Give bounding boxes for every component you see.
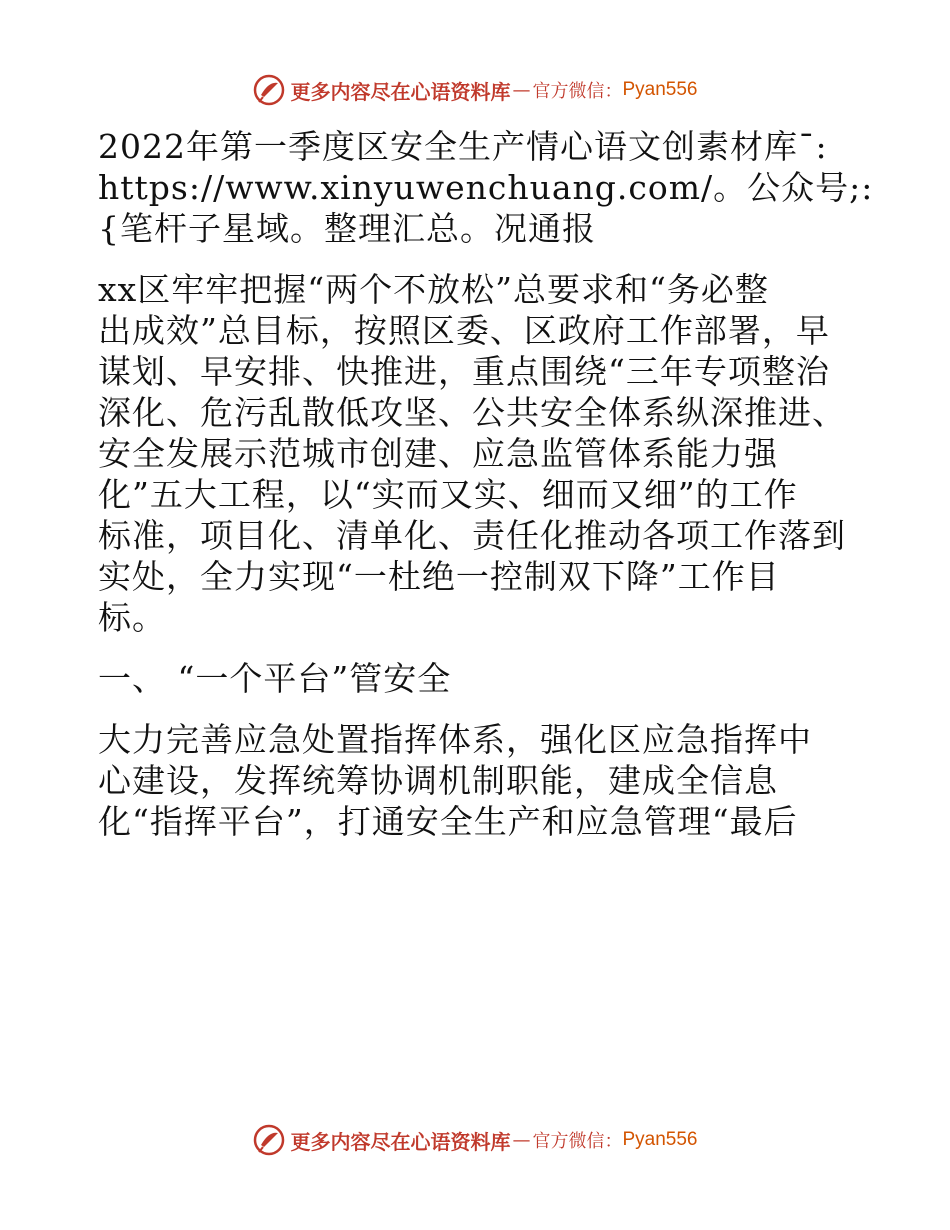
footer-brand: 更多内容尽在心语资料库 [290, 1129, 511, 1154]
intro-line-7: 标准，项目化、清单化、责任化推动各项工作落到 [98, 516, 846, 555]
document-body [98, 126, 874, 842]
section-1-line-1: 大力完善应急处置指挥体系，强化区应急指挥中 [98, 720, 812, 759]
intro-line-5: 安全发展示范城市创建、应急监管体系能力强 [98, 434, 778, 473]
footer-wechat-id: Pyan556 [622, 1129, 698, 1150]
intro-line-6: 化”五大工程，以“实而又实、细而又细”的工作 [98, 475, 798, 514]
intro-line-4: 深化、危污乱散低攻坚、公共安全体系纵深推进、 [98, 393, 846, 432]
footer-separator: — [512, 1129, 531, 1151]
section-1-line-2: 心建设，发挥统筹协调机制职能，建成全信息 [98, 761, 778, 800]
title-line-2: https://www.xinyuwenchuang.com/。公众号;: [98, 168, 874, 207]
footer-wechat-label: 官方微信： [532, 1131, 623, 1152]
banner-separator: — [512, 79, 531, 101]
intro-line-2: 出成效”总目标，按照区委、区政府工作部署，早 [98, 311, 830, 350]
footer-banner [0, 1120, 950, 1160]
banner-wechat-id: Pyan556 [622, 79, 698, 100]
section-1-heading: 一、 “一个平台”管安全 [98, 659, 452, 698]
intro-line-8: 实处，全力实现“一杜绝一控制双下降”工作目 [98, 557, 780, 596]
title-line-3: {笔杆子星域。整理汇总。况通报 [98, 209, 596, 248]
section-1-line-3: 化“指挥平台”，打通安全生产和应急管理“最后 [98, 802, 798, 841]
intro-line-1: xx区牢牢把握“两个不放松”总要求和“务必整 [98, 270, 769, 309]
intro-line-3: 谋划、早安排、快推进，重点围绕“三年专项整治 [98, 352, 830, 391]
banner-wechat-label: 官方微信： [532, 81, 623, 102]
feather-swirl-logo-icon [252, 1123, 286, 1157]
banner-brand: 更多内容尽在心语资料库 [290, 79, 511, 104]
section-1-paragraph [98, 719, 858, 842]
title-line-1: 2022年第一季度区安全生产情心语文创素材库¯: [98, 127, 828, 166]
intro-paragraph [98, 269, 858, 638]
document-title [98, 126, 874, 249]
header-banner [0, 70, 950, 110]
intro-line-9: 标。 [98, 598, 166, 637]
feather-swirl-logo-icon [252, 73, 286, 107]
